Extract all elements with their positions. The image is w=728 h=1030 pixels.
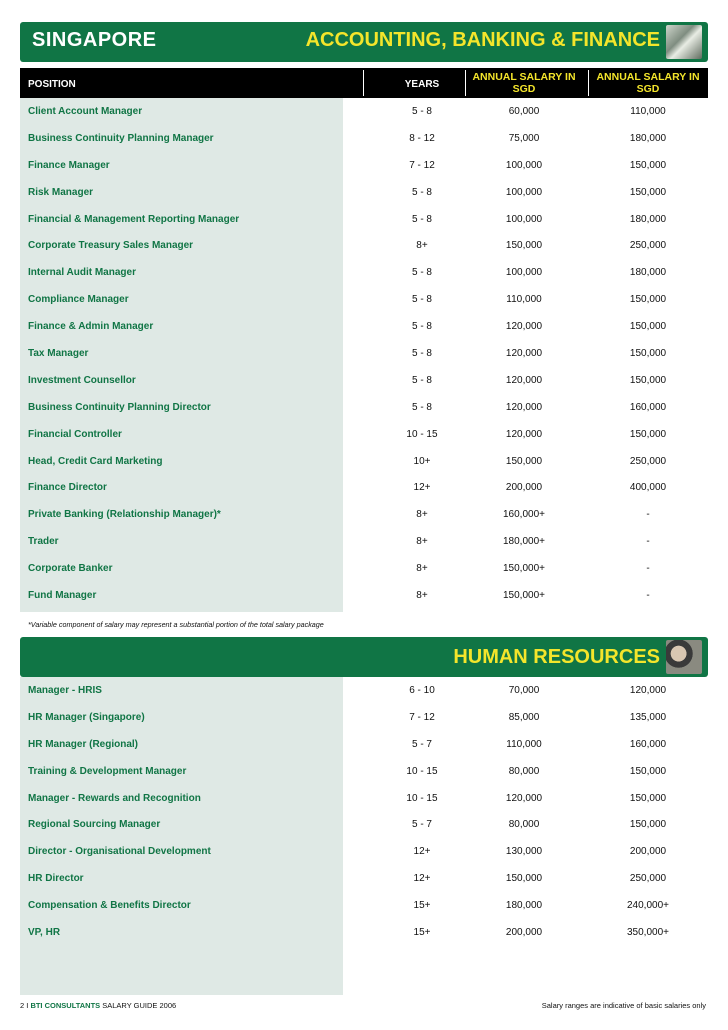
years-cell: 10 - 15 <box>406 765 438 777</box>
years-cell: 5 - 8 <box>411 401 432 413</box>
years-cell: 15+ <box>413 927 431 939</box>
years-cell: 5 - 7 <box>411 738 432 750</box>
position-cell: Fund Manager <box>28 590 97 602</box>
max-salary-cell: 150,000 <box>629 159 667 171</box>
position-cell: Manager - HRIS <box>28 685 102 696</box>
brand-name: BTI CONSULTANTS <box>30 1001 101 1010</box>
max-salary-cell: - <box>646 536 650 548</box>
table-row <box>20 893 708 920</box>
max-salary-cell: 160,000 <box>629 738 667 750</box>
years-cell: 8+ <box>416 509 428 521</box>
table-row <box>20 153 708 180</box>
table-row <box>20 287 708 314</box>
table-row <box>20 260 708 287</box>
position-cell: Manager - Rewards and Recognition <box>28 792 201 804</box>
years-cell: 8+ <box>416 240 428 252</box>
min-salary-cell: 180,000 <box>505 900 543 912</box>
table-row <box>20 368 708 395</box>
col-min-salary: ANNUAL SALARY IN SGD MIN. SALARY <box>472 71 576 108</box>
divider <box>588 70 589 96</box>
max-salary-cell: 150,000 <box>629 765 667 777</box>
position-cell: HR Director <box>28 873 84 885</box>
min-salary-cell: 110,000 <box>506 738 542 750</box>
years-cell: 5 - 7 <box>411 819 432 831</box>
table-row <box>20 449 708 476</box>
accounting-table <box>20 99 708 610</box>
divider <box>363 70 364 96</box>
years-cell: 6 - 10 <box>409 685 435 696</box>
min-salary-cell: 200,000 <box>505 927 543 939</box>
min-salary-cell: 150,000 <box>505 455 543 467</box>
min-salary-cell: 120,000 <box>505 428 543 440</box>
min-salary-cell: 100,000 <box>505 186 543 198</box>
years-cell: 12+ <box>413 846 431 858</box>
position-cell: Private Banking (Relationship Manager)* <box>28 509 221 521</box>
min-salary-cell: 70,000 <box>508 685 540 696</box>
max-salary-cell: 240,000+ <box>627 900 669 912</box>
col-years: YEARS <box>404 79 440 90</box>
table-row <box>20 233 708 260</box>
position-cell: Trader <box>28 536 59 548</box>
table-row <box>20 732 708 759</box>
max-salary-cell: 150,000 <box>629 428 667 440</box>
years-cell: 5 - 8 <box>411 213 432 225</box>
max-salary-cell: 180,000 <box>629 213 667 225</box>
table-row <box>20 422 708 449</box>
years-cell: 10 - 15 <box>406 428 438 440</box>
min-salary-cell: 200,000 <box>505 482 543 494</box>
years-cell: 8+ <box>416 590 428 602</box>
position-cell: Internal Audit Manager <box>28 267 136 279</box>
max-salary-cell: 150,000 <box>629 321 667 333</box>
min-salary-cell: 150,000+ <box>503 590 545 602</box>
table-row <box>20 529 708 556</box>
max-salary-cell: 350,000+ <box>627 927 669 939</box>
businesspeople-photo-icon <box>666 640 702 674</box>
table-row <box>20 314 708 341</box>
col-max-salary: ANNUAL SALARY IN SGD MAX. SALARY <box>596 71 700 108</box>
position-cell: Compensation & Benefits Director <box>28 900 191 912</box>
table-row <box>20 920 708 947</box>
max-salary-cell: 250,000 <box>629 873 667 885</box>
max-salary-cell: - <box>646 590 650 602</box>
position-cell: Risk Manager <box>28 186 94 198</box>
footer-left: 2 I BTI CONSULTANTS SALARY GUIDE 2006 <box>20 1001 177 1010</box>
banknotes-photo-icon <box>666 25 702 59</box>
section-header-hr <box>20 637 708 677</box>
position-cell: Tax Manager <box>28 348 89 360</box>
position-cell: Client Account Manager <box>28 106 143 117</box>
table-row <box>20 556 708 583</box>
max-salary-cell: 150,000 <box>629 819 667 831</box>
table-row <box>20 395 708 422</box>
years-cell: 8 - 12 <box>409 132 435 144</box>
max-salary-cell: 160,000 <box>629 401 667 413</box>
category-title: ACCOUNTING, BANKING & FINANCE <box>305 29 660 51</box>
table-row <box>20 678 708 705</box>
position-cell: VP, HR <box>28 927 61 939</box>
min-salary-cell: 110,000 <box>506 294 542 306</box>
min-salary-cell: 150,000+ <box>503 563 545 575</box>
max-salary-cell: 400,000 <box>629 482 667 494</box>
table-row <box>20 839 708 866</box>
min-salary-cell: 120,000 <box>505 792 543 804</box>
max-salary-cell: 150,000 <box>629 294 667 306</box>
position-cell: Director - Organisational Development <box>28 846 211 858</box>
min-salary-cell: 100,000 <box>505 267 543 279</box>
col-position: POSITION <box>28 79 76 90</box>
max-salary-cell: - <box>646 509 650 521</box>
max-salary-cell: 150,000 <box>629 374 667 386</box>
position-cell: Finance Director <box>28 482 107 494</box>
position-cell: Training & Development Manager <box>28 765 187 777</box>
min-salary-cell: 85,000 <box>508 711 540 723</box>
position-cell: Corporate Treasury Sales Manager <box>28 240 194 252</box>
max-salary-cell: 110,000 <box>630 106 666 117</box>
years-cell: 12+ <box>413 873 431 885</box>
position-cell: Compliance Manager <box>28 294 129 306</box>
footer-disclaimer: Salary ranges are indicative of basic salaries only <box>541 1001 706 1010</box>
max-salary-cell: 200,000 <box>629 846 667 858</box>
max-salary-cell: 180,000 <box>629 267 667 279</box>
min-salary-cell: 80,000 <box>508 819 540 831</box>
category-title-hr: HUMAN RESOURCES <box>453 646 660 668</box>
max-salary-cell: - <box>646 563 650 575</box>
max-salary-cell: 150,000 <box>629 792 667 804</box>
min-salary-cell: 160,000+ <box>503 509 545 521</box>
position-cell: Head, Credit Card Marketing <box>28 455 163 467</box>
years-cell: 8+ <box>416 563 428 575</box>
position-cell: Corporate Banker <box>28 563 113 575</box>
min-salary-cell: 130,000 <box>505 846 543 858</box>
table-row <box>20 475 708 502</box>
years-cell: 15+ <box>413 900 431 912</box>
min-salary-cell: 80,000 <box>508 765 540 777</box>
table-row <box>20 866 708 893</box>
min-salary-cell: 120,000 <box>505 374 543 386</box>
table-row <box>20 583 708 610</box>
years-cell: 5 - 8 <box>411 374 432 386</box>
position-cell: Finance & Admin Manager <box>28 321 154 333</box>
years-cell: 12+ <box>413 482 431 494</box>
table-row <box>20 812 708 839</box>
years-cell: 5 - 8 <box>411 348 432 360</box>
max-salary-cell: 120,000 <box>629 685 667 696</box>
min-salary-cell: 150,000 <box>505 873 543 885</box>
position-cell: Investment Counsellor <box>28 374 136 386</box>
years-cell: 8+ <box>416 536 428 548</box>
position-cell: Financial & Management Reporting Manager <box>28 213 240 225</box>
table-row <box>20 126 708 153</box>
table-row <box>20 759 708 786</box>
min-salary-cell: 150,000 <box>505 240 543 252</box>
table-row <box>20 502 708 529</box>
position-cell: Business Continuity Planning Manager <box>28 132 214 144</box>
table-row <box>20 705 708 732</box>
max-salary-cell: 250,000 <box>629 240 667 252</box>
table-row <box>20 786 708 813</box>
column-header <box>20 68 708 108</box>
section-header-accounting <box>20 22 708 62</box>
hr-table <box>20 678 708 947</box>
max-salary-cell: 150,000 <box>629 348 667 360</box>
max-salary-cell: 250,000 <box>629 455 667 467</box>
years-cell: 7 - 12 <box>409 711 435 723</box>
min-salary-cell: 100,000 <box>505 159 543 171</box>
position-cell: Financial Controller <box>28 428 122 440</box>
table-row <box>20 341 708 368</box>
min-salary-cell: 180,000+ <box>503 536 545 548</box>
min-salary-cell: 120,000 <box>505 401 543 413</box>
years-cell: 5 - 8 <box>411 106 432 117</box>
years-cell: 5 - 8 <box>411 186 432 198</box>
min-salary-cell: 75,000 <box>508 132 540 144</box>
region-title: SINGAPORE <box>32 29 157 51</box>
years-cell: 5 - 8 <box>411 321 432 333</box>
years-cell: 10 - 15 <box>406 792 438 804</box>
min-salary-cell: 100,000 <box>505 213 543 225</box>
table-row <box>20 99 708 126</box>
max-salary-cell: 180,000 <box>629 132 667 144</box>
years-cell: 5 - 8 <box>411 267 432 279</box>
position-cell: Regional Sourcing Manager <box>28 819 161 831</box>
min-salary-cell: 120,000 <box>505 321 543 333</box>
position-cell: Business Continuity Planning Director <box>28 401 211 413</box>
max-salary-cell: 150,000 <box>629 186 667 198</box>
min-salary-cell: 120,000 <box>505 348 543 360</box>
position-cell: HR Manager (Regional) <box>28 738 139 750</box>
table-row <box>20 207 708 234</box>
max-salary-cell: 135,000 <box>629 711 667 723</box>
position-cell: Finance Manager <box>28 159 110 171</box>
years-cell: 5 - 8 <box>411 294 432 306</box>
position-cell: HR Manager (Singapore) <box>28 711 145 723</box>
years-cell: 10+ <box>413 455 431 467</box>
footnote: *Variable component of salary may represent a substantial portion of the total salary package <box>28 620 324 629</box>
table-row <box>20 180 708 207</box>
years-cell: 7 - 12 <box>409 159 435 171</box>
min-salary-cell: 60,000 <box>508 106 540 117</box>
